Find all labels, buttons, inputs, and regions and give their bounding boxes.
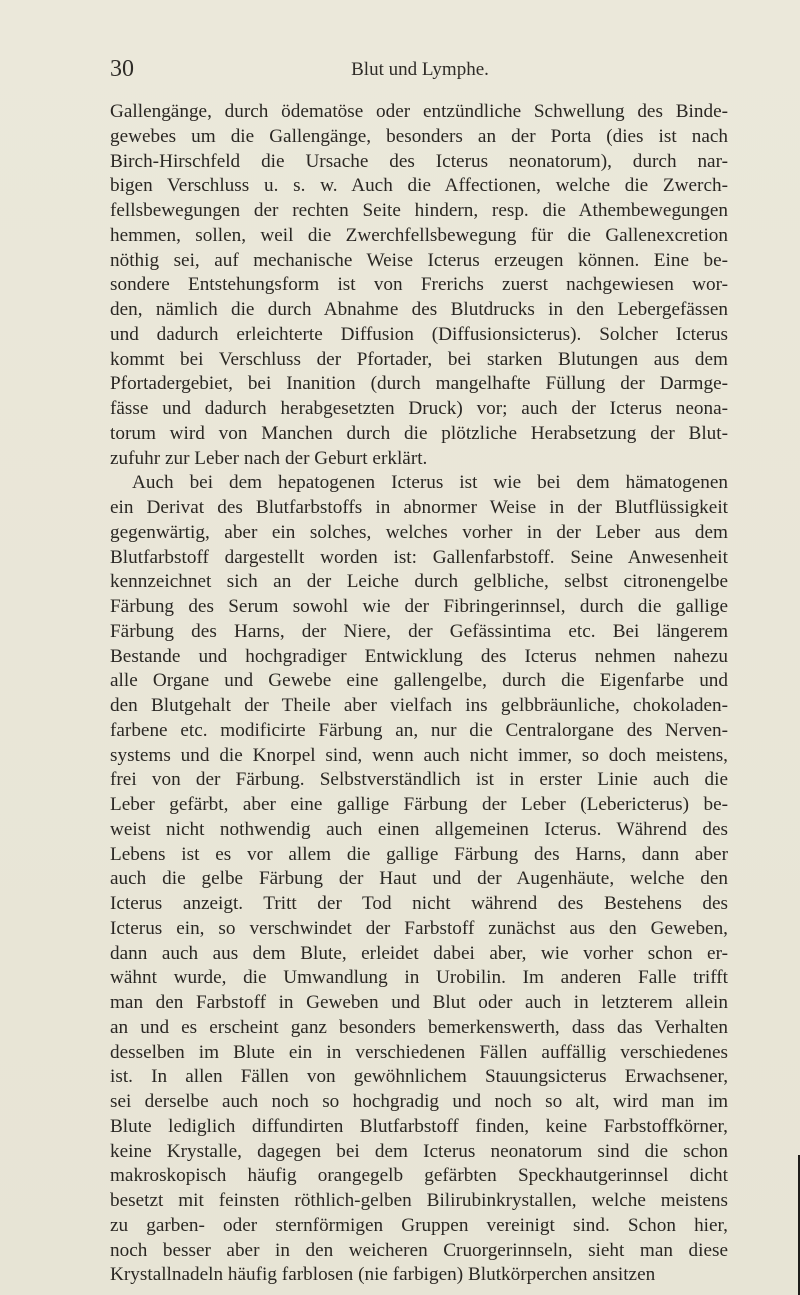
text-line: kennzeichnet sich an der Leiche durch gelbliche, selbst citronengelbe xyxy=(110,571,728,593)
text-line: Bestande und hochgradiger Entwicklung des Icterus nehmen nahezu xyxy=(110,645,728,667)
text-line: auch die gelbe Färbung der Haut und der Augenhäute, welche den xyxy=(110,868,728,890)
text-line: alle Organe und Gewebe eine gallengelbe, durch die Eigenfarbe und xyxy=(110,670,728,692)
running-title: Blut und Lymphe. xyxy=(351,59,489,80)
text-line: Gallengänge, durch ödematöse oder entzündliche Schwellung des Binde- xyxy=(110,101,728,122)
text-line: sondere Entstehungsform ist von Frerichs zuerst nachgewiesen wor- xyxy=(110,274,728,296)
text-line: Krystallnadeln häufig farblosen (nie farbigen) Blutkörperchen ansitzen xyxy=(110,1264,656,1286)
text-line: dann auch aus dem Blute, erleidet dabei aber, wie vorher schon er- xyxy=(110,942,728,964)
text-line: gegenwärtig, aber ein solches, welches vorher in der Leber aus dem xyxy=(110,521,728,543)
text-line: an und es erscheint ganz besonders bemerkenswerth, dass das Verhalten xyxy=(110,1016,728,1038)
text-line: ist. In allen Fällen von gewöhnlichem Stauungsicterus Erwachsener, xyxy=(110,1066,728,1088)
text-line: wähnt wurde, die Umwandlung in Urobilin. Im anderen Falle trifft xyxy=(110,967,728,989)
text-line: Blutfarbstoff dargestellt worden ist: Gallenfarbstoff. Seine Anwesenheit xyxy=(110,546,728,568)
text-line: frei von der Färbung. Selbstverständlich ist in erster Linie auch die xyxy=(110,769,728,791)
text-line: Pfortadergebiet, bei Inanition (durch mangelhafte Füllung der Darmge- xyxy=(110,373,728,395)
text-line: kommt bei Verschluss der Pfortader, bei starken Blutungen aus dem xyxy=(110,348,728,370)
text-line: Birch-Hirschfeld die Ursache des Icterus neonatorum), durch nar- xyxy=(110,150,728,172)
text-line: und dadurch erleichterte Diffusion (Diffusionsicterus). Solcher Icterus xyxy=(110,323,728,345)
text-line: Blute lediglich diffundirten Blutfarbstoff finden, keine Farbstoffkörner, xyxy=(110,1115,728,1137)
text-line: Icterus anzeigt. Tritt der Tod nicht während des Bestehens des xyxy=(110,893,728,914)
text-line: Auch bei dem hepatogenen Icterus ist wie bei dem hämatogenen xyxy=(132,472,728,494)
text-line: fellsbewegungen der rechten Seite hindern, resp. die Athembewegungen xyxy=(110,200,728,221)
text-line: systems und die Knorpel sind, wenn auch nicht immer, so doch meistens, xyxy=(110,744,728,766)
text-line: ein Derivat des Blutfarbstoffs in abnormer Weise in der Blutflüssigkeit xyxy=(110,497,728,518)
text-line: torum wird von Manchen durch die plötzliche Herabsetzung der Blut- xyxy=(110,422,728,444)
text-line: bigen Verschluss u. s. w. Auch die Affectionen, welche die Zwerch- xyxy=(110,175,728,197)
text-line: den Blutgehalt der Theile aber vielfach ins gelbbräunliche, chokoladen- xyxy=(110,695,728,716)
text-line: Lebens ist es vor allem die gallige Färbung des Harns, dann aber xyxy=(110,843,728,865)
text-line: desselben im Blute ein in verschiedenen Fällen auffällig verschiedenes xyxy=(110,1041,728,1063)
text-line: besetzt mit feinsten röthlich-gelben Bilirubinkrystallen, welche meistens xyxy=(110,1190,728,1211)
text-line: gewebes um die Gallengänge, besonders an der Porta (dies ist nach xyxy=(110,125,728,147)
text-line: farbene etc. modificirte Färbung an, nur die Centralorgane des Nerven- xyxy=(110,719,728,741)
body-text xyxy=(110,100,728,1288)
text-line: zu garben- oder sternförmigen Gruppen vereinigt sind. Schon hier, xyxy=(110,1214,728,1236)
text-line: sei derselbe auch noch so hochgradig und noch so alt, wird man im xyxy=(110,1091,728,1112)
text-line: nöthig sei, auf mechanische Weise Icterus erzeugen können. Eine be- xyxy=(110,249,728,271)
text-line: keine Krystalle, dagegen bei dem Icterus neonatorum sind die schon xyxy=(110,1140,728,1162)
text-line: Leber gefärbt, aber eine gallige Färbung der Leber (Lebericterus) be- xyxy=(110,794,728,815)
text-line: den, nämlich die durch Abnahme des Blutdrucks in den Lebergefässen xyxy=(110,299,728,320)
text-line: Icterus ein, so verschwindet der Farbstoff zunächst aus den Geweben, xyxy=(110,917,728,939)
text-line: Färbung des Harns, der Niere, der Gefässintima etc. Bei längerem xyxy=(110,620,728,642)
running-head xyxy=(110,56,730,82)
text-line: hemmen, sollen, weil die Zwerchfellsbewegung für die Gallenexcretion xyxy=(110,224,728,246)
text-line: Färbung des Serum sowohl wie der Fibringerinnsel, durch die gallige xyxy=(110,596,728,617)
text-line: fässe und dadurch herabgesetzten Druck) vor; auch der Icterus neona- xyxy=(110,398,728,419)
text-line: man den Farbstoff in Geweben und Blut oder auch in letzterem allein xyxy=(110,992,728,1013)
text-line: makroskopisch häufig orangegelb gefärbten Speckhautgerinnsel dicht xyxy=(110,1165,728,1187)
text-line: noch besser aber in den weicheren Cruorgerinnseln, sieht man diese xyxy=(110,1239,728,1261)
text-line: zufuhr zur Leber nach der Geburt erklärt. xyxy=(110,447,428,469)
page-number: 30 xyxy=(110,56,134,82)
text-line: weist nicht nothwendig auch einen allgemeinen Icterus. Während des xyxy=(110,818,728,840)
